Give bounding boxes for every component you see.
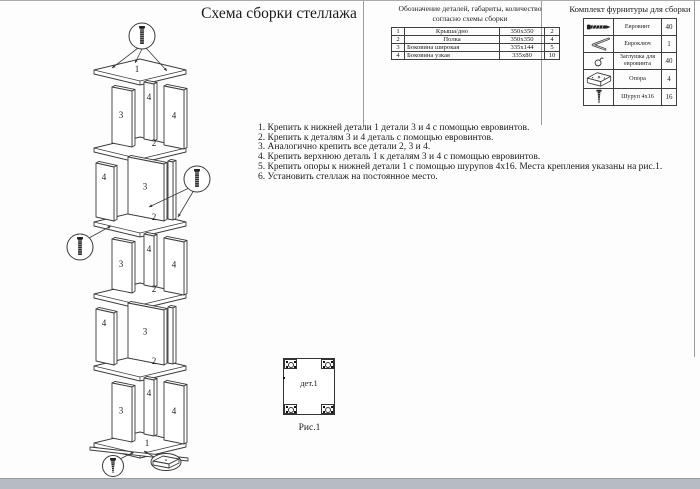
table-row: [392, 28, 560, 36]
svg-text:4: 4: [146, 388, 152, 398]
corner-plate: [321, 359, 334, 369]
part-qty: 5: [545, 44, 560, 52]
wood-screw-icon: [584, 89, 614, 106]
table-row: [584, 53, 677, 70]
hardware-table: [583, 18, 677, 106]
svg-text:3: 3: [142, 326, 148, 337]
part-size: 350х350: [500, 28, 545, 36]
page-title: Схема сборки стеллажа: [201, 5, 357, 22]
svg-text:4: 4: [171, 259, 177, 270]
foot-icon: [584, 70, 614, 89]
hardware-table-title: Комплект фурнитуры для сборки: [569, 4, 691, 14]
instruction-step: 5. Крепить опоры к нижней детали 1 с помощью шурупов 4х16. Места крепления указаны на рис.1.: [258, 161, 663, 172]
hardware-name: Евроключ: [614, 36, 662, 53]
part-qty: 10: [545, 52, 560, 60]
part-name: Боковина широкая: [405, 44, 500, 52]
instruction-step: 4. Крепить верхнюю деталь 1 к деталям 3 и 4 с помощью евровинтов.: [258, 152, 541, 163]
part-number: 4: [392, 52, 405, 60]
hex-key-icon: [584, 36, 614, 53]
svg-text:2: 2: [151, 138, 157, 148]
euro-screw-icon: [584, 19, 614, 36]
svg-text:3: 3: [118, 110, 124, 120]
svg-text:4: 4: [101, 172, 107, 182]
svg-text:2: 2: [151, 284, 157, 294]
hardware-name: Опора: [614, 70, 662, 89]
svg-text:4: 4: [171, 110, 177, 121]
parts-table-header-line2: согласно схемы сборки: [432, 13, 508, 23]
instruction-step: 3. Аналогично крепить все детали 2, 3 и 4.: [258, 142, 431, 153]
svg-text:3: 3: [118, 405, 124, 416]
hardware-qty: 40: [662, 53, 677, 70]
hardware-qty: 40: [662, 19, 677, 36]
svg-text:4: 4: [146, 244, 152, 254]
corner-plate: [284, 404, 297, 414]
svg-text:3: 3: [118, 259, 124, 269]
corner-plate: [284, 359, 297, 369]
table-row: [584, 70, 677, 89]
part-qty: 2: [545, 28, 560, 36]
part-number: 2: [392, 36, 405, 44]
part-name: Крыша/дно: [405, 28, 500, 36]
part-number: 3: [392, 44, 405, 52]
part-name: Полка: [405, 36, 500, 44]
corner-plate: [321, 404, 334, 414]
table-row: [392, 36, 560, 44]
hardware-name: Заглушка для евровинта: [614, 53, 662, 70]
figure-1: [283, 358, 335, 415]
figure-caption: Рис.1: [298, 423, 321, 433]
part-name: Боковина узкая: [405, 52, 500, 60]
svg-text:1: 1: [144, 438, 150, 448]
instruction-step: 1. Крепить к нижней детали 1 детали 3 и 4 с помощью евровинтов.: [258, 123, 530, 133]
hardware-name: Евровинт: [614, 19, 662, 36]
figure-part-label: дет.1: [300, 378, 318, 388]
hardware-qty: 1: [662, 36, 677, 53]
table-row: [584, 36, 677, 53]
svg-text:3: 3: [142, 181, 148, 192]
svg-text:4: 4: [171, 406, 177, 416]
parts-table-header-line1: Обозначение деталей, габариты, количество: [398, 4, 542, 13]
part-size: 335х80: [500, 52, 545, 60]
bottom-panel-plan: [283, 358, 335, 415]
svg-text:4: 4: [101, 318, 107, 328]
svg-text:4: 4: [146, 92, 152, 102]
svg-text:2: 2: [151, 356, 157, 366]
table-row: [392, 44, 560, 52]
svg-text:1: 1: [134, 64, 140, 74]
part-number: 1: [392, 28, 405, 36]
svg-text:2: 2: [151, 212, 157, 222]
part-size: 335х144: [500, 44, 545, 52]
hardware-qty: 16: [662, 89, 677, 106]
instruction-step: 6. Установить стеллаж на постоянное место.: [258, 171, 438, 182]
parts-table: [391, 27, 560, 60]
table-row: [392, 52, 560, 60]
hardware-name: Шуруп 4х16: [614, 89, 662, 106]
assembly-instructions: [258, 124, 662, 182]
table-row: [584, 89, 677, 106]
hardware-qty: 4: [662, 70, 677, 89]
cap-icon: [584, 53, 614, 70]
instruction-step: 2. Крепить к деталям 3 и 4 деталь с помощью евровинтов.: [258, 132, 494, 143]
part-qty: 4: [545, 36, 560, 44]
table-row: [584, 19, 677, 36]
parts-table-header: [372, 4, 568, 23]
part-size: 350х350: [500, 36, 545, 44]
